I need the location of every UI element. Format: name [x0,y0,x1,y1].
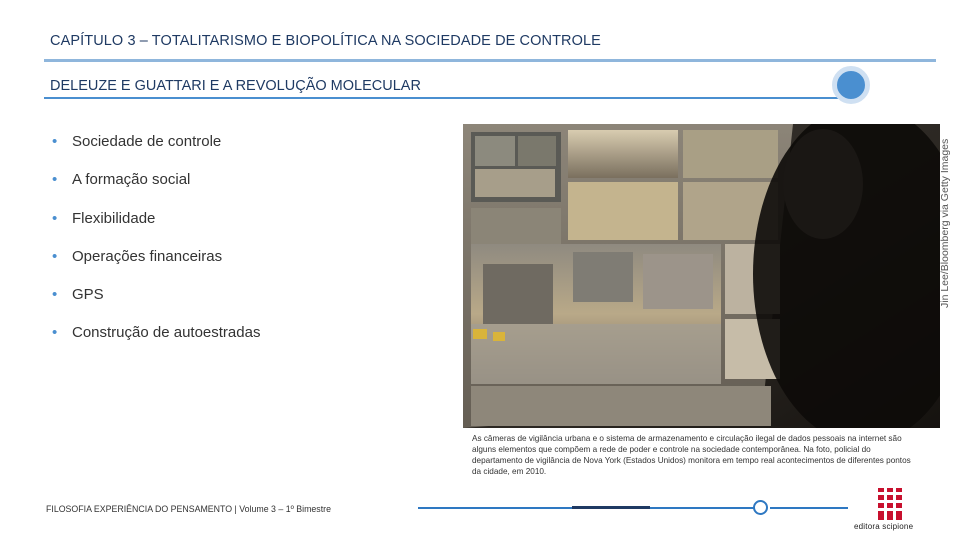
footer-rule-highlight [572,506,650,509]
list-item: • A formação social [52,171,191,189]
photo-credit: Jin Lee/Bloomberg via Getty Images [939,138,951,308]
section-subtitle: DELEUZE E GUATTARI E A REVOLUÇÃO MOLECULAR [50,78,421,94]
bullet-icon: • [52,286,58,304]
footer-circle-icon [753,500,768,515]
chapter-title: CAPÍTULO 3 – TOTALITARISMO E BIOPOLÍTICA NA SOCIEDADE DE CONTROLE [50,33,601,49]
bullet-icon: • [52,324,58,342]
scipione-logo-icon [868,486,912,522]
footer-text: FILOSOFIA EXPERIÊNCIA DO PENSAMENTO | Volume 3 – 1º Bimestre [46,504,331,514]
list-item: • Sociedade de controle [52,133,222,150]
bullet-list [52,132,260,362]
photo-caption: As câmeras de vigilância urbana e o sistema de armazenamento e circulação ilegal de dados pessoais na internet são alguns elementos que compõem a rede de poder e controle na sociedade contemporânea. Na foto, policial do departamento de vigilância de Nova York (Estados Unidos) monitora em tempo real acontecimentos de diferentes pontos da cidade, em 2010. [472,434,911,476]
bullet-icon: • [52,171,58,189]
bullet-icon: • [52,133,58,150]
bullet-icon: • [52,209,58,227]
subtitle-circle-icon [832,66,870,104]
header-divider [44,59,936,62]
footer-rule-right [770,507,848,509]
list-item: • Operações financeiras [52,247,223,265]
list-item: • GPS [52,286,104,304]
surveillance-photo [463,124,940,428]
bullet-icon: • [52,247,58,265]
subtitle-divider [44,97,844,99]
publisher-name: editora scipione [854,522,914,531]
list-item: • Flexibilidade [52,209,156,227]
list-item: • Construção de autoestradas [52,324,261,342]
